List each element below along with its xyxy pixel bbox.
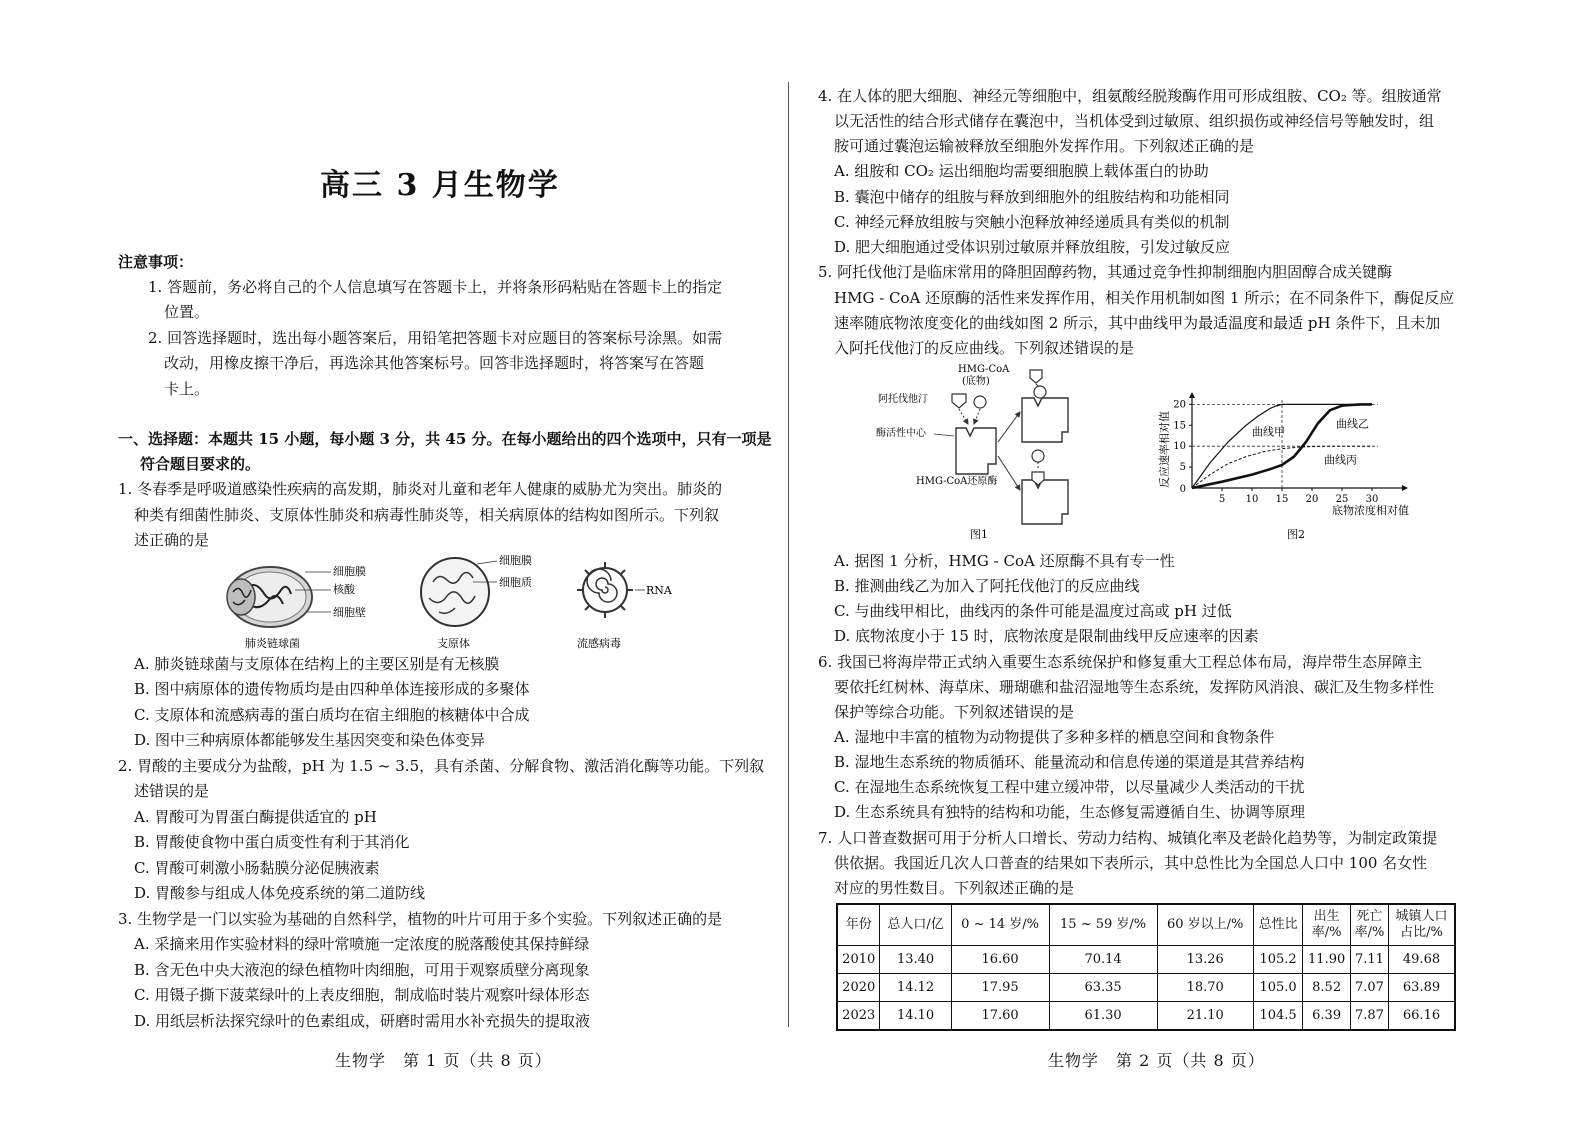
option: B. 湿地生态系统的物质循环、能量流动和信息传递的渠道是其营养结构: [834, 753, 1305, 771]
pathogen-figure: [215, 552, 695, 652]
col-header: 总性比: [1253, 904, 1303, 946]
table-header-row: [837, 904, 1455, 946]
option: A. 湿地中丰富的植物为动物提供了多种多样的栖息空间和食物条件: [834, 728, 1275, 746]
note-line: 改动，用橡皮擦干净后，再选涂其他答案标号。回答非选择题时，将答案写在答题: [164, 354, 705, 372]
question-7-stem: 7. 人口普查数据可用于分析人口增长、劳动力结构、城镇化率及老龄化趋势等，为制定政策提: [818, 829, 1438, 847]
enzyme-label: HMG-CoA还原酶: [916, 476, 998, 487]
note-line: 位置。: [164, 303, 210, 321]
question-4-stem: 4. 在人体的肥大细胞、神经元等细胞中，组氨酸经脱羧酶作用可形成组胺、CO₂ 等。组胺通常: [818, 87, 1442, 105]
option: A. 肺炎链球菌与支原体在结构上的主要区别是有无核膜: [134, 655, 500, 673]
bacteria-name: 肺炎链球菌: [245, 637, 300, 650]
option: C. 神经元释放组胺与突触小泡释放神经递质具有类似的机制: [834, 213, 1230, 231]
option: B. 含无色中央大液泡的绿色植物叶肉细胞，可用于观察质壁分离现象: [134, 961, 590, 979]
option: C. 支原体和流感病毒的蛋白质均在宿主细胞的核糖体中合成: [134, 706, 530, 724]
mycoplasma-membrane-label: 细胞膜: [499, 554, 532, 567]
mycoplasma-name: 支原体: [437, 637, 470, 650]
option: C. 在湿地生态系统恢复工程中建立缓冲带，以尽量减少人类活动的干扰: [834, 778, 1305, 796]
question-1-stem: 述正确的是: [134, 531, 210, 549]
figure-2-caption: 图2: [1287, 528, 1305, 541]
question-5-stem: 入阿托伐他汀的反应曲线。下列叙述错误的是: [834, 339, 1135, 357]
section-heading: 符合题目要求的。: [140, 455, 261, 473]
col-header: 死亡 率/%: [1350, 904, 1388, 946]
series-label: 曲线乙: [1336, 417, 1369, 431]
bacteria-wall-label: 细胞壁: [333, 606, 366, 619]
col-header: 年份: [837, 904, 880, 946]
question-4-stem: 胺可通过囊泡运输被释放至细胞外发挥作用。下列叙述正确的是: [834, 137, 1255, 155]
question-5-stem: 5. 阿托伐他汀是临床常用的降胆固醇药物，其通过竞争性抑制细胞内胆固醇合成关键酶: [818, 263, 1393, 281]
col-header: 60 岁以上/%: [1157, 904, 1253, 946]
bacteria-membrane-label: 细胞膜: [333, 565, 366, 578]
page-footer: 生物学 第 2 页（共 8 页）: [1048, 1051, 1265, 1070]
virus-rna-label: RNA: [646, 584, 672, 597]
option: C. 胃酸可刺激小肠黏膜分泌促胰液素: [134, 859, 380, 877]
virus-illustration: [577, 562, 673, 650]
series-label: 曲线丙: [1324, 453, 1357, 467]
origin-label: 0: [1179, 484, 1186, 495]
question-5-stem: 速率随底物浓度变化的曲线如图 2 所示，其中曲线甲为最适温度和最适 pH 条件下，且未加: [834, 314, 1441, 332]
census-table: [836, 903, 1456, 1031]
y-axis-label: 反应速率相对值: [1158, 411, 1171, 488]
question-7-stem: 对应的男性数目。下列叙述正确的是: [834, 879, 1075, 897]
y-tick-label: 20: [1173, 399, 1186, 411]
col-header: 城镇人口 占比/%: [1389, 904, 1456, 946]
series-label: 曲线甲: [1252, 425, 1285, 439]
y-tick-label: 15: [1173, 420, 1186, 432]
figure-1-caption: 图1: [970, 528, 988, 541]
question-6-stem: 6. 我国已将海岸带正式纳入重要生态系统保护和修复重大工程总体布局，海岸带生态屏障主: [818, 653, 1423, 671]
x-tick-label: 25: [1335, 494, 1349, 505]
reaction-rate-chart: [1152, 392, 1432, 542]
question-2-stem: 2. 胃酸的主要成分为盐酸，pH 为 1.5 ~ 3.5，具有杀菌、分解食物、激活消化酶等功能。下列叙: [118, 757, 765, 775]
x-axis-label: 底物浓度相对值: [1332, 504, 1409, 517]
question-5-stem: HMG - CoA 还原酶的活性来发挥作用，相关作用机制如图 1 所示；在不同条件下，酶促反应: [834, 289, 1455, 307]
bacteria-nucleic-label: 核酸: [333, 583, 355, 596]
x-tick-label: 10: [1245, 494, 1259, 505]
bacteria-illustration: [227, 564, 366, 650]
option: C. 与曲线甲相比，曲线丙的条件可能是温度过高或 pH 过低: [834, 602, 1232, 620]
x-tick-label: 20: [1305, 494, 1319, 505]
active-site-label: 酶活性中心: [876, 428, 926, 439]
y-tick-label: 10: [1173, 441, 1186, 453]
mycoplasma-illustration: [421, 553, 532, 650]
note-line: 2. 回答选择题时，选出每小题答案后，用铅笔把答题卡对应题目的答案标号涂黑。如需: [148, 329, 723, 347]
substrate-label-note: (底物): [962, 376, 990, 387]
option: D. 生态系统具有独特的结构和功能，生态修复需遵循自生、协调等原理: [834, 803, 1306, 821]
option: D. 图中三种病原体都能够发生基因突变和染色体变异: [134, 731, 486, 749]
notes-title: 注意事项：: [118, 253, 194, 271]
option: D. 胃酸参与组成人体免疫系统的第二道防线: [134, 884, 426, 902]
option: A. 据图 1 分析，HMG - CoA 还原酶不具有专一性: [834, 552, 1175, 570]
x-tick-label: 30: [1365, 494, 1379, 505]
table-row: 2020 14.12 17.95 63.35 18.70 105.0 8.52 7.07 63.89: [837, 974, 1455, 1002]
section-heading: 一、选择题：本题共 15 小题，每小题 3 分，共 45 分。在每小题给出的四个选项中，只有一项是: [118, 430, 772, 448]
virus-name: 流感病毒: [577, 637, 621, 650]
option: D. 用纸层析法探究绿叶的色素组成，研磨时需用水补充损失的提取液: [134, 1012, 591, 1030]
question-1-stem: 1. 冬春季是呼吸道感染性疾病的高发期，肺炎对儿童和老年人健康的威胁尤为突出。肺炎的: [118, 480, 723, 498]
option: D. 肥大细胞通过受体识别过敏原并释放组胺，引发过敏反应: [834, 238, 1231, 256]
mycoplasma-cytoplasm-label: 细胞质: [499, 576, 532, 589]
x-tick-label: 5: [1218, 494, 1226, 505]
col-header: 总人口/亿: [880, 904, 951, 946]
option: B. 推测曲线乙为加入了阿托伐他汀的反应曲线: [834, 577, 1140, 595]
note-line: 1. 答题前，务必将自己的个人信息填写在答题卡上，并将条形码粘贴在答题卡上的指定: [148, 278, 723, 296]
question-3-stem: 3. 生物学是一门以实验为基础的自然科学，植物的叶片可用于多个实验。下列叙述正确的是: [118, 910, 723, 928]
table-row: 2023 14.10 17.60 61.30 21.10 104.5 6.39 7.87 66.16: [837, 1002, 1455, 1031]
question-6-stem: 保护等综合功能。下列叙述错误的是: [834, 703, 1075, 721]
table-row: 2010 13.40 16.60 70.14 13.26 105.2 11.90 7.11 49.68: [837, 946, 1455, 974]
col-header: 出生 率/%: [1303, 904, 1350, 946]
option: A. 组胺和 CO₂ 运出细胞均需要细胞膜上载体蛋白的协助: [834, 162, 1209, 180]
option: A. 胃酸可为胃蛋白酶提供适宜的 pH: [134, 808, 377, 826]
question-4-stem: 以无活性的结合形式储存在囊泡中，当机体受到过敏原、组织损伤或神经信号等触发时，组: [834, 112, 1435, 130]
option: B. 胃酸使食物中蛋白质变性有利于其消化: [134, 833, 410, 851]
y-tick-label: 5: [1179, 462, 1186, 474]
substrate-label: HMG-CoA: [958, 364, 1010, 375]
col-header: 15 ~ 59 岁/%: [1049, 904, 1157, 946]
note-line: 卡上。: [164, 380, 210, 398]
option: B. 图中病原体的遗传物质均是由四种单体连接形成的多聚体: [134, 680, 530, 698]
page-title: 高三 3 月生物学: [320, 168, 560, 203]
option: C. 用镊子撕下菠菜绿叶的上表皮细胞，制成临时装片观察叶绿体形态: [134, 986, 590, 1004]
question-6-stem: 要依托红树林、海草床、珊瑚礁和盐沼湿地等生态系统，发挥防风消浪、碳汇及生物多样性: [834, 678, 1435, 696]
question-2-stem: 述错误的是: [134, 782, 210, 800]
x-tick-label: 15: [1275, 494, 1289, 505]
option: B. 囊泡中储存的组胺与释放到细胞外的组胺结构和功能相同: [834, 188, 1230, 206]
drug-label: 阿托伐他汀: [878, 394, 928, 405]
option: D. 底物浓度小于 15 时，底物浓度是限制曲线甲反应速率的因素: [834, 627, 1259, 645]
option: A. 采摘来用作实验材料的绿叶常喷施一定浓度的脱落酸使其保持鲜绿: [134, 935, 590, 953]
question-1-stem: 种类有细菌性肺炎、支原体性肺炎和病毒性肺炎等，相关病原体的结构如图所示。下列叙: [134, 506, 720, 524]
col-header: 0 ~ 14 岁/%: [951, 904, 1049, 946]
enzyme-mechanism-figure: [870, 362, 1090, 542]
page-divider: [788, 82, 789, 1027]
page-footer: 生物学 第 1 页（共 8 页）: [335, 1051, 552, 1070]
question-7-stem: 供依据。我国近几次人口普查的结果如下表所示，其中总性比为全国总人口中 100 名女性: [834, 854, 1428, 872]
